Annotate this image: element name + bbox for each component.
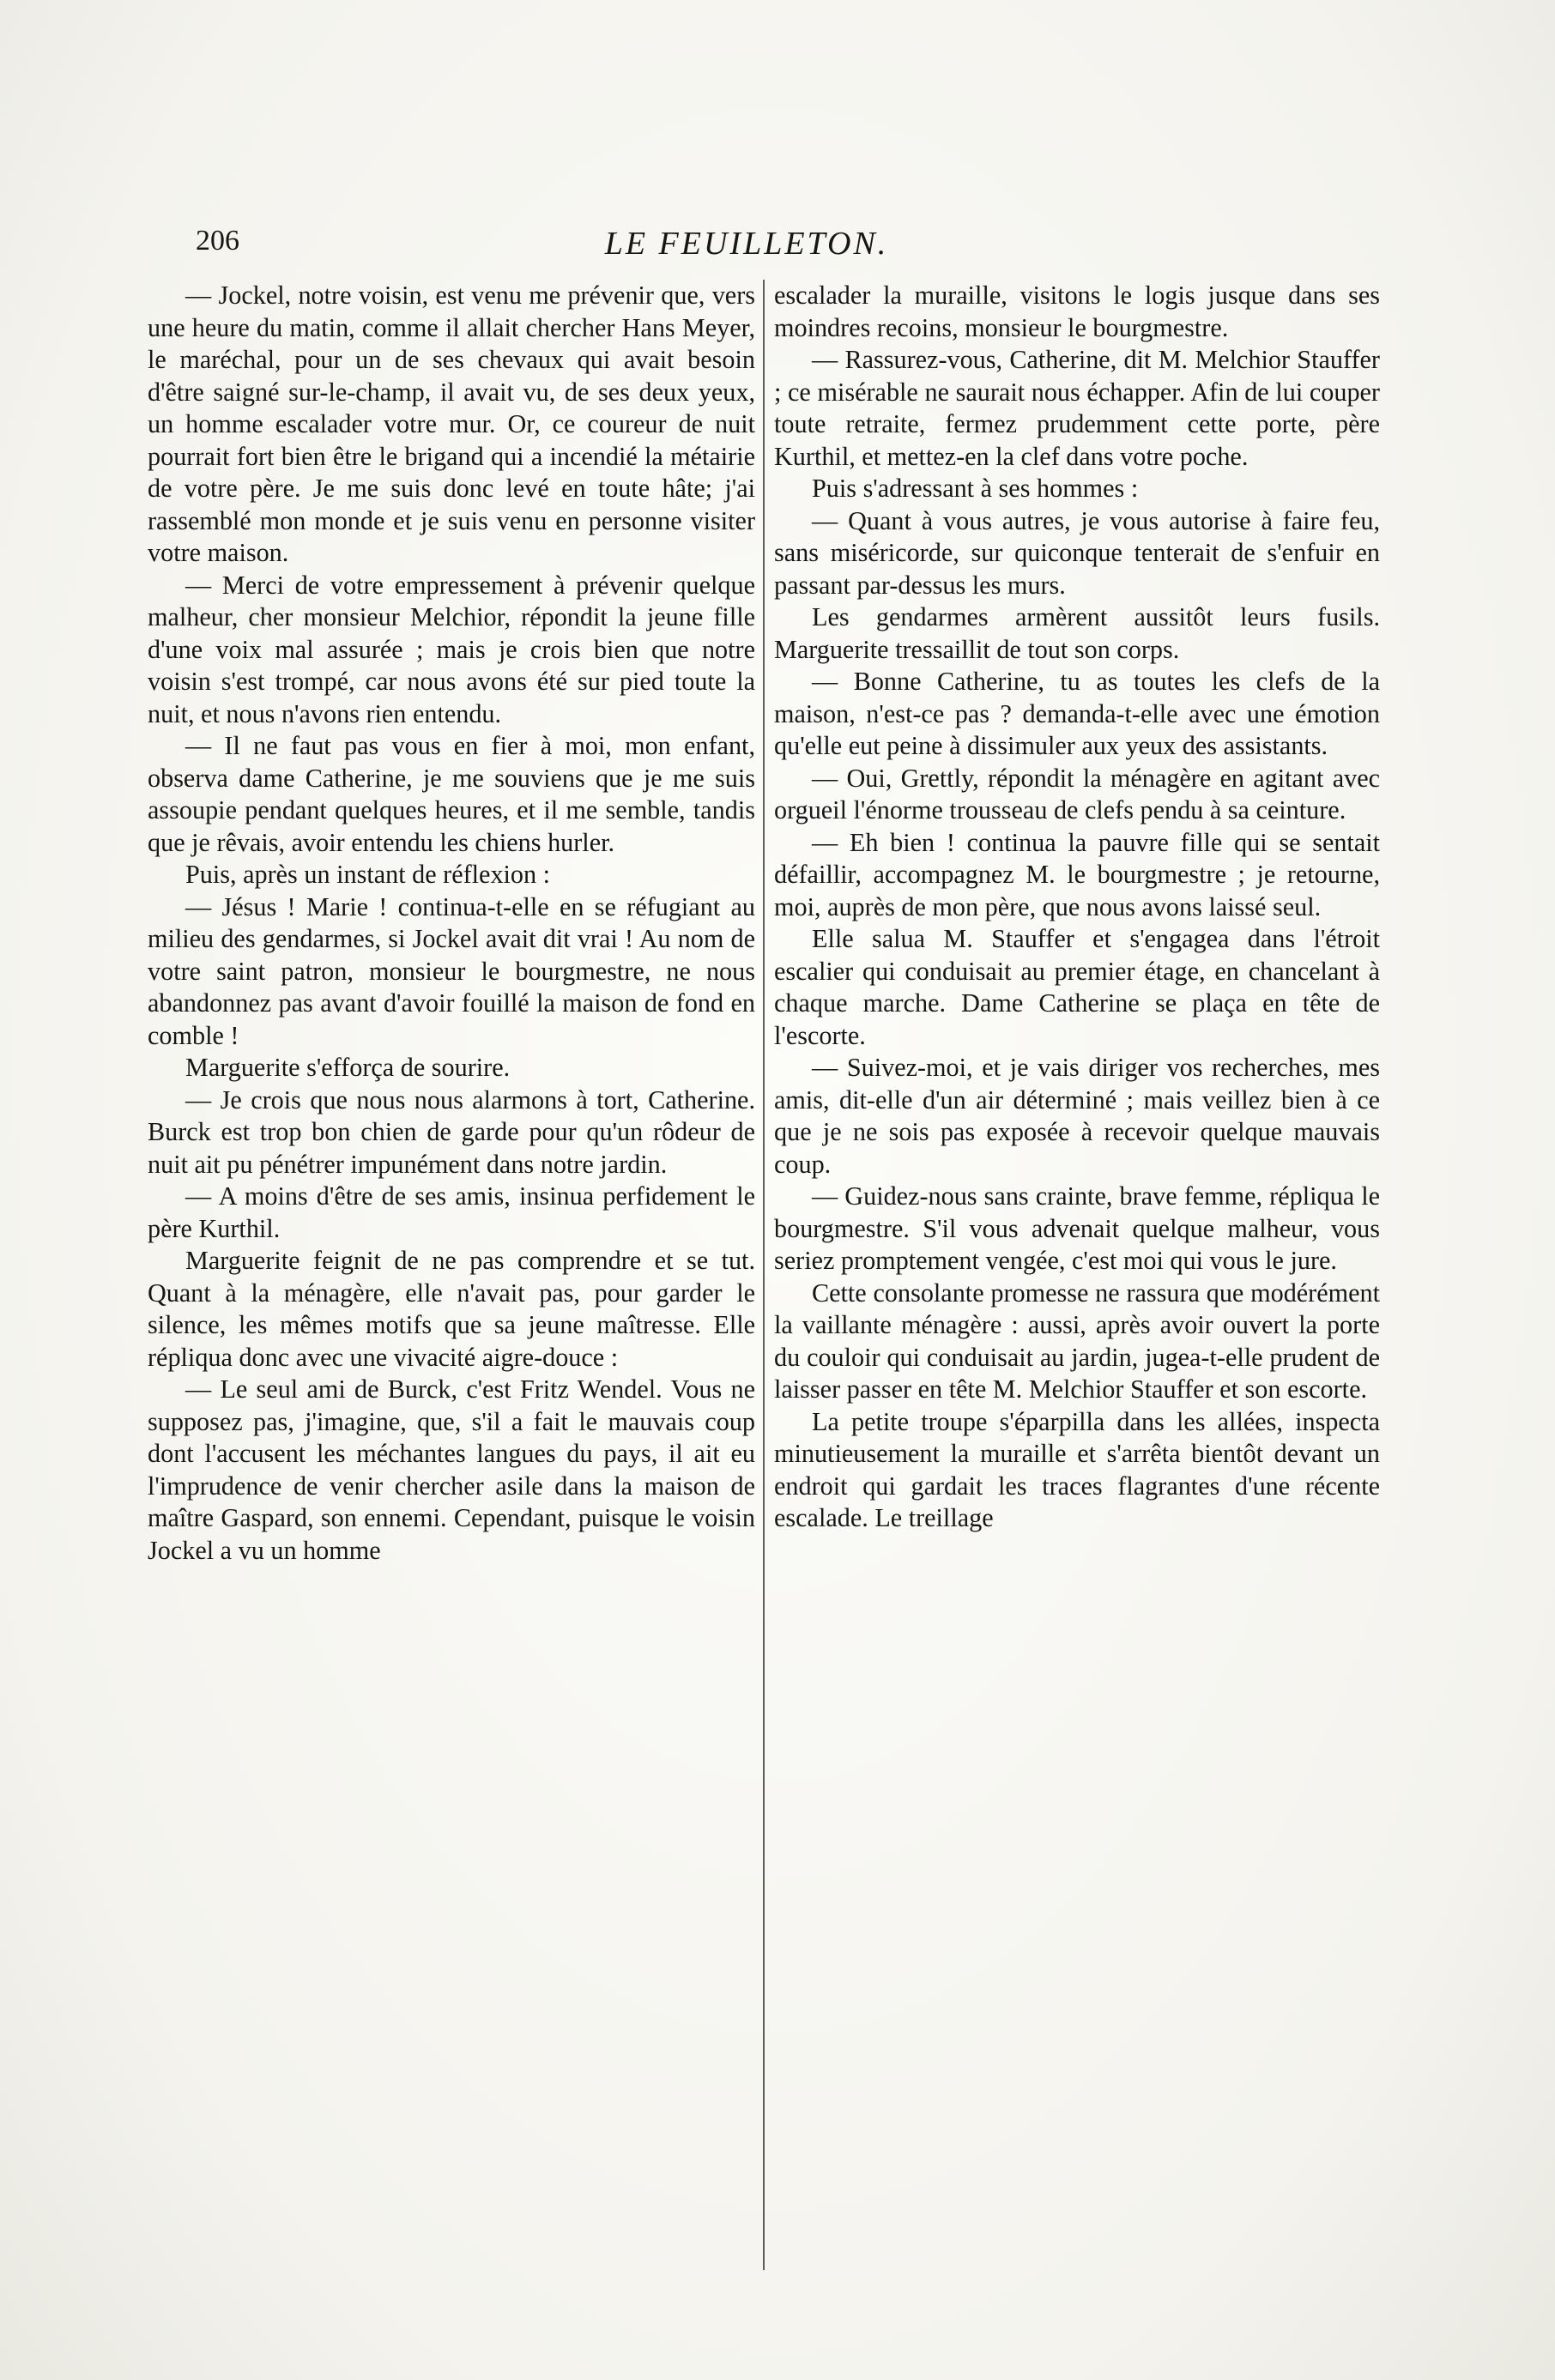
paragraph: escalader la muraille, visitons le logis jusque dans ses moindres recoins, monsieur le bourgmestre.: [774, 281, 1380, 342]
paragraph: — Guidez-nous sans crainte, brave femme, répliqua le bourgmestre. S'il vous advenait quelque malheur, vous seriez promptement vengée, c'est moi qui vous le jure.: [774, 1181, 1380, 1275]
paragraph: Marguerite s'efforça de sourire.: [185, 1053, 511, 1082]
paragraph: Cette consolante promesse ne rassura que modérément la vaillante ménagère : aussi, après avoir ouvert la porte du couloir qui conduisait au jardin, jugea-t-elle prudent de laisser passer en tête M. Melchior Stauffer et son escorte.: [774, 1278, 1380, 1404]
paragraph: — Il ne faut pas vous en fier à moi, mon enfant, observa dame Catherine, je me souviens que je me suis assoupie pendant quelques heures, et il me semble, tandis que je rêvais, avoir entendu les chiens hurler.: [148, 731, 755, 857]
paragraph: — Jésus ! Marie ! continua-t-elle en se réfugiant au milieu des gendarmes, si Jockel avait dit vrai ! Au nom de votre saint patron, monsieur le bourgmestre, ne nous abandonnez pas avant d'avoir fouillé la maison de fond en comble !: [148, 891, 755, 1050]
left-column: [148, 280, 755, 1567]
running-head: [196, 225, 1298, 268]
paragraph: — Merci de votre empressement à prévenir quelque malheur, cher monsieur Melchior, répondit la jeune fille d'une voix mal assurée ; mais je crois bien que notre voisin s'est trompé, car nous avons été sur pied toute la nuit, et nous n'avons rien entendu.: [148, 570, 755, 728]
paragraph: — Suivez-moi, et je vais diriger vos recherches, mes amis, dit-elle d'un air déterminé ; mais veillez bien à ce que je ne sois pas exposée à recevoir quelque mauvais coup.: [774, 1053, 1380, 1179]
running-title: LE FEUILLETON.: [604, 226, 889, 262]
paragraph: — A moins d'être de ses amis, insinua perfidement le père Kurthil.: [148, 1181, 755, 1243]
paragraph: Puis, après un instant de réflexion :: [185, 860, 551, 889]
paragraph: — Eh bien ! continua la pauvre fille qui se sentait défaillir, accompagnez M. le bourgmestre ; je retourne, moi, auprès de mon père, que nous avons laissé seul.: [774, 827, 1380, 921]
paragraph: Les gendarmes armèrent aussitôt leurs fusils. Marguerite tressaillit de tout son corps.: [774, 602, 1380, 664]
page-number: 206: [196, 225, 239, 257]
paragraph: Puis s'adressant à ses hommes :: [812, 474, 1139, 503]
paragraph: Elle salua M. Stauffer et s'engagea dans l'étroit escalier qui conduisait au premier étage, en chancelant à chaque marche. Dame Catherine se plaça en tête de l'escorte.: [774, 924, 1380, 1050]
paragraph: — Jockel, notre voisin, est venu me prévenir que, vers une heure du matin, comme il allait chercher Hans Meyer, le maréchal, pour un de ses chevaux qui avait besoin d'être saigné sur-le-champ, il avait vu, de ses deux yeux, un homme escalader votre mur. Or, ce coureur de nuit pourrait fort bien être le brigand qui a incendié la métairie de votre père. Je me suis donc levé en toute hâte; j'ai rassemblé mon monde et je suis venu en personne visiter votre maison.: [148, 281, 755, 567]
paragraph: — Rassurez-vous, Catherine, dit M. Melchior Stauffer ; ce misérable ne saurait nous échapper. Afin de lui couper toute retraite, fermez prudemment cette porte, père Kurthil, et mettez-en la clef dans votre poche.: [774, 345, 1380, 471]
paragraph: — Oui, Grettly, répondit la ménagère en agitant avec orgueil l'énorme trousseau de clefs pendu à sa ceinture.: [774, 763, 1380, 825]
paragraph: La petite troupe s'éparpilla dans les allées, inspecta minutieusement la muraille et s'arrêta bientôt devant un endroit qui gardait les traces flagrantes d'une récente escalade. Le treillage: [774, 1406, 1380, 1532]
paragraph: — Le seul ami de Burck, c'est Fritz Wendel. Vous ne supposez pas, j'imagine, que, s'il a fait le mauvais coup dont l'accusent les méchantes langues du pays, il ait eu l'imprudence de venir chercher asile dans la maison de maître Gaspard, son ennemi. Cependant, puisque le voisin Jockel a vu un homme: [148, 1374, 755, 1565]
paragraph: — Je crois que nous nous alarmons à tort, Catherine. Burck est trop bon chien de garde pour qu'un rôdeur de nuit ait pu pénétrer impunément dans notre jardin.: [148, 1084, 755, 1179]
paragraph: — Quant à vous autres, je vous autorise à faire feu, sans miséricorde, sur quiconque tenterait de s'enfuir en passant par-dessus les murs.: [774, 505, 1380, 600]
right-column: [774, 280, 1380, 1535]
column-divider: [763, 280, 765, 2270]
paragraph: Marguerite feignit de ne pas comprendre et se tut. Quant à la ménagère, elle n'avait pas, pour garder le silence, les mêmes motifs que sa jeune maîtresse. Elle répliqua donc avec une vivacité aigre-douce :: [148, 1246, 755, 1372]
paragraph: — Bonne Catherine, tu as toutes les clefs de la maison, n'est-ce pas ? demanda-t-elle avec une émotion qu'elle eut peine à dissimuler aux yeux des assistants.: [774, 667, 1380, 760]
